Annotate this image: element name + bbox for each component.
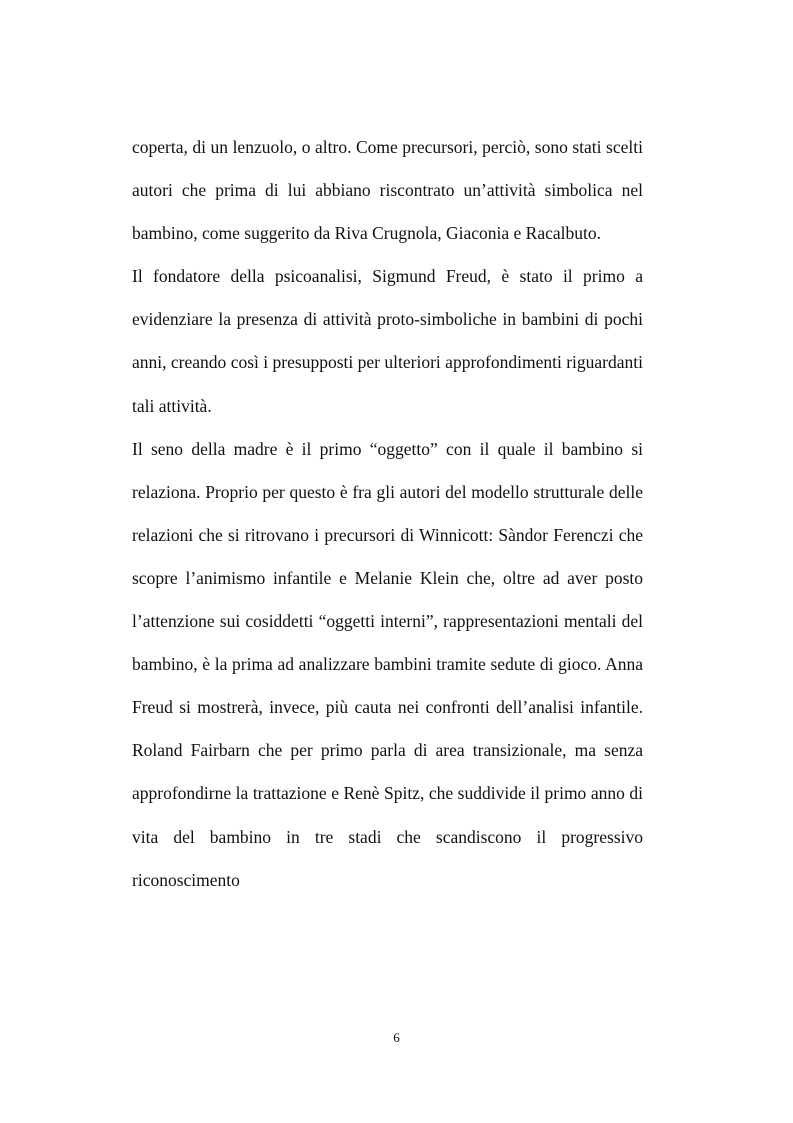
paragraph-3: Il seno della madre è il primo “oggetto” con il quale il bambino si relaziona. Proprio per questo è fra gli autori del modello strutturale delle relazioni che si ritrovano i precursori di Winnicott: Sàndor Ferenczi che scopre l’animismo infantile e Melanie Klein che, oltre ad aver posto l’attenzione sui cosiddetti “oggetti interni”, rappresentazioni mentali del bambino, è la prima ad analizzare bambini tramite sedute di gioco. Anna Freud si mostrerà, invece, più cauta nei confronti dell’analisi infantile. Roland Fairbarn che per primo parla di area transizionale, ma senza approfondirne la trattazione e Renè Spitz, che suddivide il primo anno di vita del bambino in tre stadi che scandiscono il progressivo riconoscimento [132,438,643,890]
paragraph-2: Il fondatore della psicoanalisi, Sigmund Freud, è stato il primo a evidenziare la presenza di attività proto-simboliche in bambini di pochi anni, creando così i presupposti per ulteriori approfondimenti riguardanti tali attività. [132,266,643,416]
body-text [132,126,643,902]
page-number: 6 [393,1030,400,1045]
paragraph-1: coperta, di un lenzuolo, o altro. Come precursori, perciò, sono stati scelti autori che prima di lui abbiano riscontrato un’attività simbolica nel bambino, come suggerito da Riva Crugnola, Giaconia e Racalbuto. [132,137,643,244]
